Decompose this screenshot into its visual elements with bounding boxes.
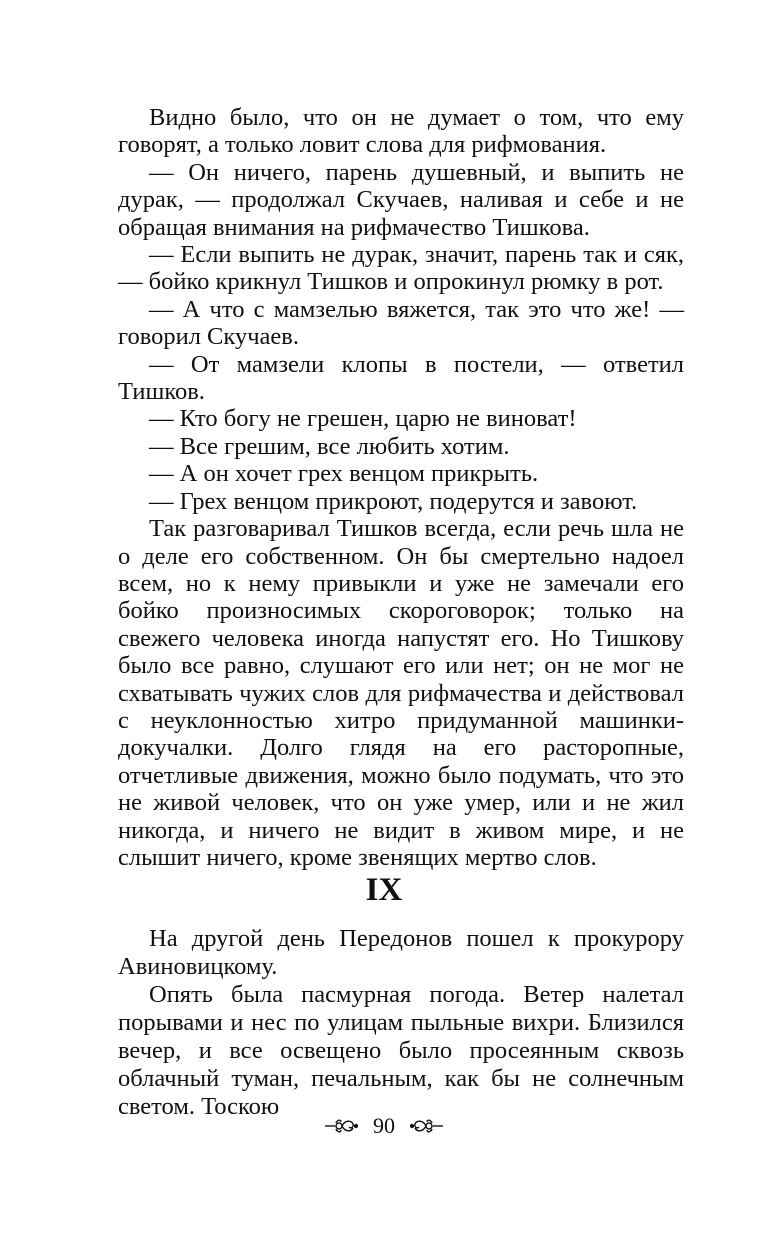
text-block-top: [118, 104, 684, 871]
page-footer: [0, 1110, 768, 1140]
paragraph: — Кто богу не грешен, царю не виноват!: [149, 405, 577, 433]
fleuron-icon: [409, 1116, 445, 1136]
paragraph: — Все грешим, все любить хотим.: [149, 432, 510, 460]
text-block-bottom: [118, 925, 684, 1121]
fleuron-icon: [323, 1116, 359, 1136]
paragraph: Опять была пасмурная погода. Ветер налетал порывами и нес по улицам пыльные вихри. Близился вечер, и все освещено было просеянным сквозь облачный туман, печальным, как бы не солнечным светом. Тоскою: [118, 981, 684, 1120]
paragraph: — А что с мамзелью вяжется, так это что же! — говорил Скучаев.: [118, 295, 684, 351]
paragraph: На другой день Передонов пошел к прокурору Авиновицкому.: [118, 925, 684, 980]
paragraph: — Если выпить не дурак, значит, парень так и сяк, — бойко крикнул Тишков и опрокинул рюмку в рот.: [118, 241, 684, 296]
paragraph: Так разговаривал Тишков всегда, если речь шла не о деле его собственном. Он бы смертельно надоел всем, но к нему привыкли и уже не замечали его бойко произносимых скороговорок; только на свежего человека иногда напустят его. Но Тишкову было все равно, слушают его или нет; он не мог не схватывать чужих слов для рифмачества и действовал с неуклонностью хитро придуманной машинки-докучалки. Долго глядя на его расторопные, отчетливые движения, можно было подумать, что это не живой человек, что он уже умер, или и не жил никогда, и ничего не видит в живом мире, и не слышит ничего, кроме звенящих мертво слов.: [118, 515, 684, 871]
paragraph: — От мамзели клопы в постели, — ответил Тишков.: [118, 350, 684, 406]
paragraph: — Он ничего, парень душевный, и выпить не дурак, — продолжал Скучаев, наливая и себе и не обращая внимания на рифмачество Тишкова.: [118, 158, 684, 241]
paragraph: — А он хочет грех венцом прикрыть.: [149, 460, 539, 488]
paragraph: Видно было, что он не думает о том, что ему говорят, а только ловит слова для рифмования.: [118, 104, 684, 159]
page-number: 90: [373, 1112, 395, 1138]
paragraph: — Грех венцом прикроют, подерутся и завоют.: [149, 487, 638, 515]
chapter-heading: IX: [365, 872, 403, 908]
